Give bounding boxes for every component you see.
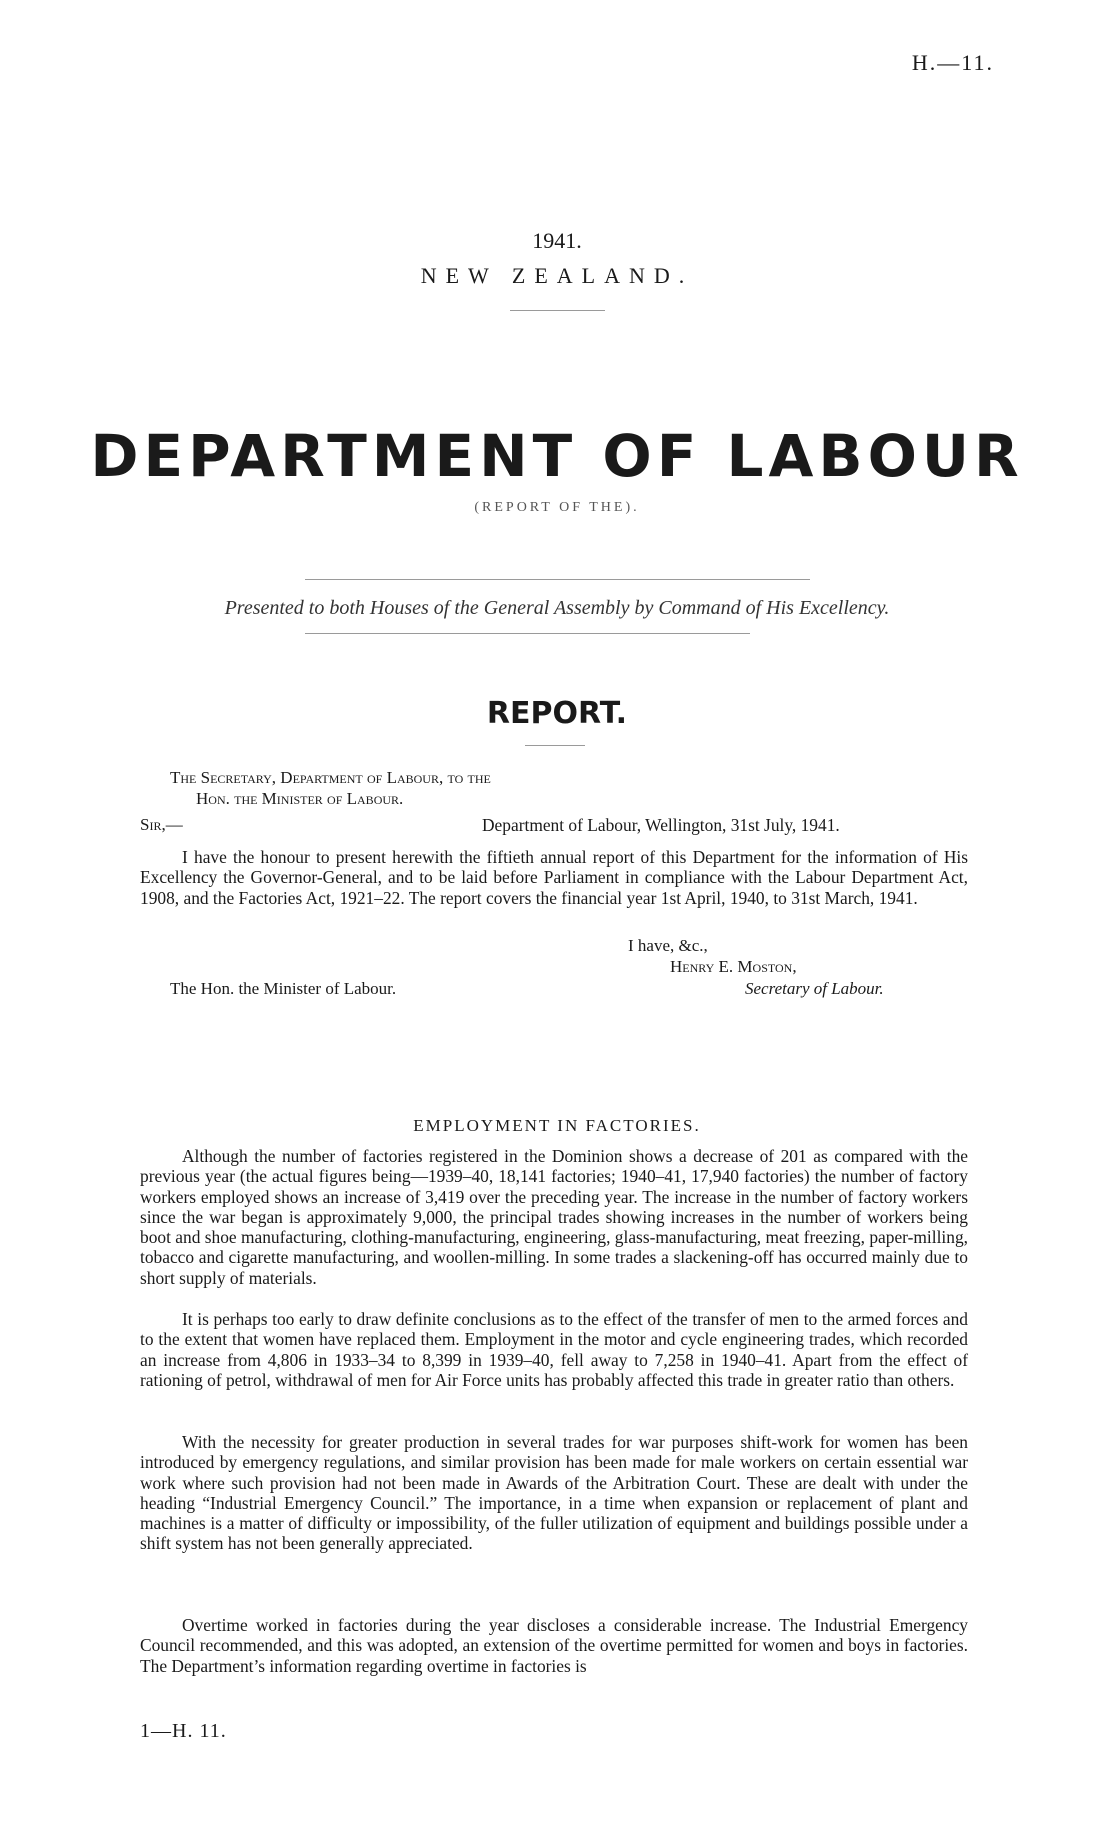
place-date: Department of Labour, Wellington, 31st July, 1941. xyxy=(482,815,840,835)
addressee-line: Hon. the Minister of Labour. xyxy=(196,789,404,808)
report-year: 1941. xyxy=(532,228,582,253)
department-title: DEPARTMENT OF LABOUR xyxy=(90,422,1024,490)
divider xyxy=(525,745,585,746)
report-subtitle: (REPORT OF THE). xyxy=(474,500,640,515)
divider xyxy=(510,310,605,311)
report-heading: REPORT. xyxy=(486,696,628,731)
signatory-title: Secretary of Labour. xyxy=(745,979,884,998)
recipient: The Hon. the Minister of Labour. xyxy=(170,979,397,998)
presentation-note: Presented to both Houses of the General Assembly by Command of His Excellency. xyxy=(224,597,890,619)
report-body: I have the honour to present herewith the fiftieth annual report of this Department for the information of His Excellency the Governor-General, and to be laid before Parliament in compliance with the Labour Department Act, 1908, and the Factories Act, 1921–22. The report covers the financial year 1st April, 1940, to 31st March, 1941. xyxy=(140,847,968,908)
section-paragraph: With the necessity for greater production in several trades for war purposes shift-work for women has been introduced by emergency regulations, and similar provision has been made for male workers on certain essential war work where such provision had not been made in Awards of the Arbitration Court. These are dealt with under the heading “Industrial Emergency Council.” The importance, in a time when expansion or replacement of plant and machines is a matter of difficulty or impossibility, of the fuller utilization of equipment and buildings possible under a shift system has not been generally appreciated. xyxy=(140,1432,968,1554)
closing: I have, &c., xyxy=(628,936,708,955)
salutation: Sir,— xyxy=(140,815,183,834)
section-paragraph: Overtime worked in factories during the year discloses a considerable increase. The Industrial Emergency Council recommended, and this was adopted, an extension of the overtime permitted for women and boys in factories. The Department’s information regarding overtime in factories is xyxy=(140,1615,968,1676)
section-paragraph: Although the number of factories registered in the Dominion shows a decrease of 201 as compared with the previous year (the actual figures being—1939–40, 18,141 factories; 1940–41, 17,940 factories) the number of factory workers employed shows an increase of 3,419 over the preceding year. The increase in the number of factory workers since the war began is approximately 9,000, the principal trades showing increases in the number of workers being boot and shoe manufacturing, clothing-manufacturing, engineering, glass-manufacturing, meat freezing, paper-milling, tobacco and cigarette manufacturing, and woollen-milling. In some trades a slackening-off has occurred mainly due to short supply of materials. xyxy=(140,1146,968,1288)
signatory: Henry E. Moston, xyxy=(670,957,797,976)
section-heading: EMPLOYMENT IN FACTORIES. xyxy=(413,1116,701,1135)
page-reference: H.—11. xyxy=(911,50,994,75)
addressee-line: The Secretary, Department of Labour, to the xyxy=(170,768,491,787)
divider xyxy=(305,579,810,580)
section-paragraph: It is perhaps too early to draw definite conclusions as to the effect of the transfer of men to the armed forces and to the extent that women have replaced them. Employment in the motor and cycle engineering trades, which recorded an increase from 4,806 in 1933–34 to 8,399 in 1939–40, fell away to 7,258 in 1940–41. Apart from the effect of rationing of petrol, withdrawal of men for Air Force units has probably affected this trade in greater ratio than others. xyxy=(140,1309,968,1390)
country-name: NEW ZEALAND. xyxy=(420,263,694,288)
footer-reference: 1—H. 11. xyxy=(140,1720,227,1742)
divider xyxy=(305,633,750,634)
